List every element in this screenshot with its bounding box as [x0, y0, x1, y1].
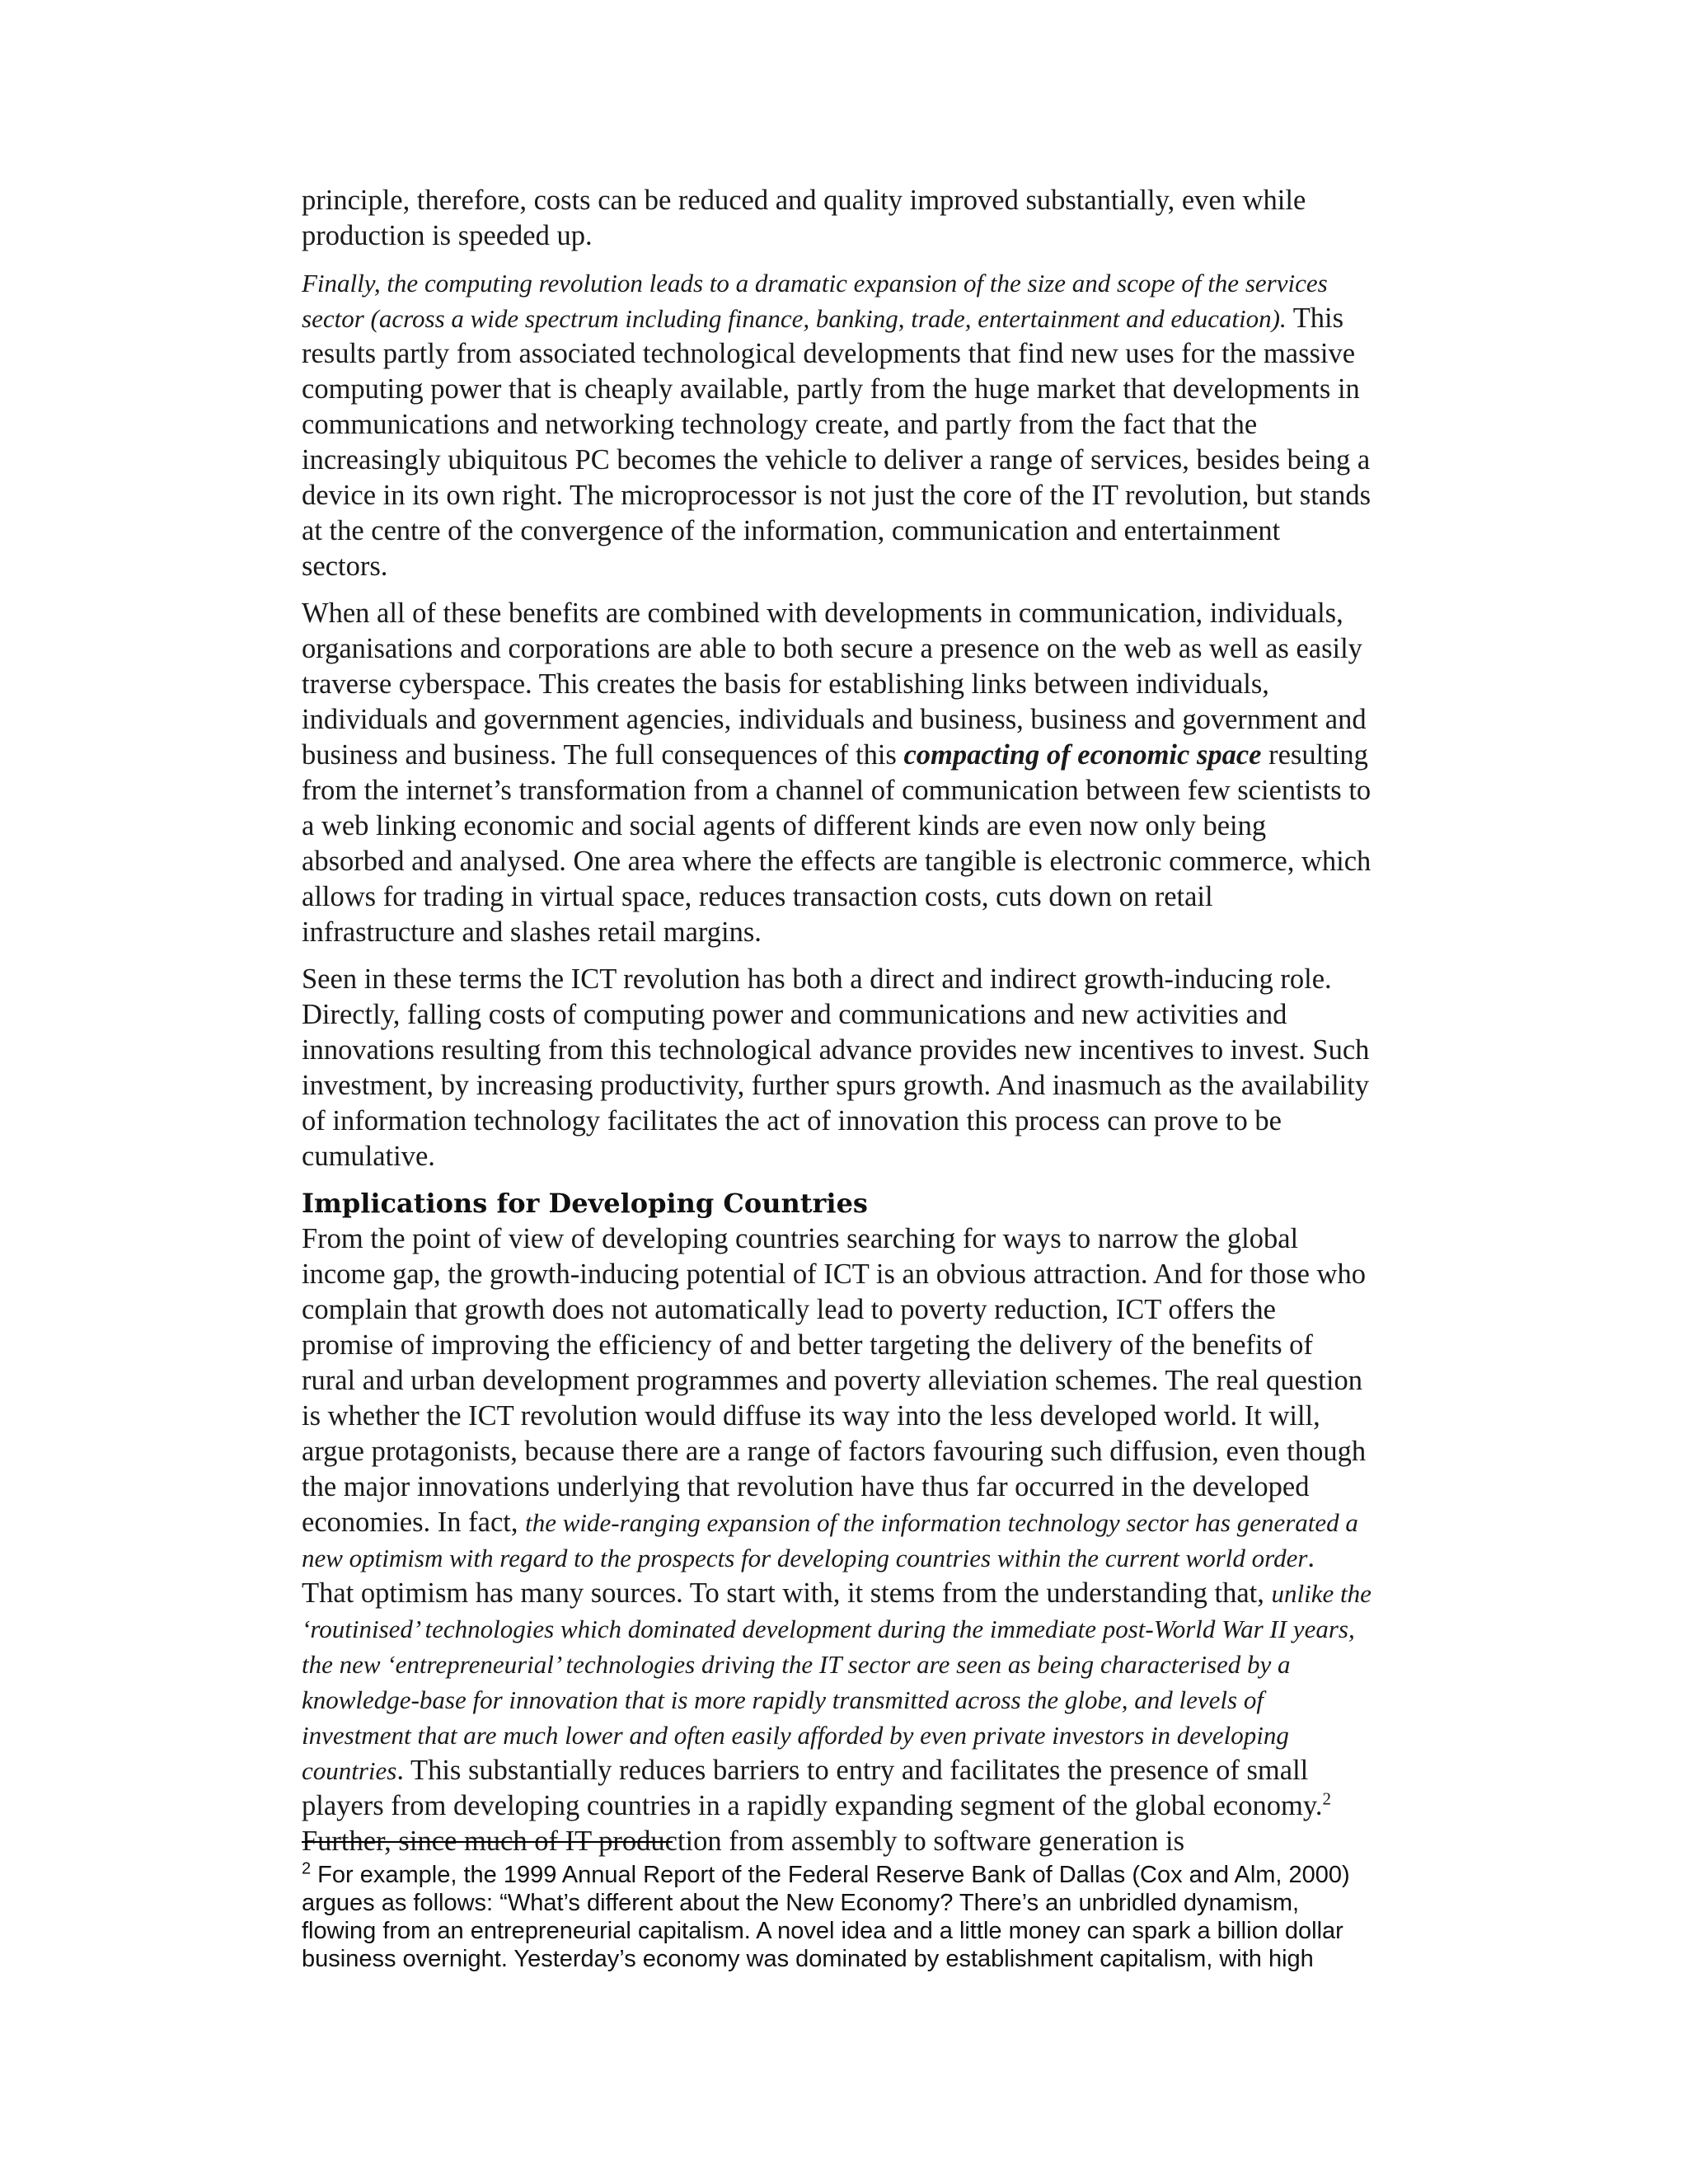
- body-text: [302, 183, 1373, 1871]
- footnote: [302, 1861, 1373, 1973]
- paragraph-text: This results partly from associated technological developments that find new uses for the massive computing power that is cheaply available, partly from the huge market that developments in communications and networking technology create, and partly from the fact that the increasingly ubiquitous PC becomes the vehicle to deliver a range of services, besides being a device in its own right. The microprocessor is not just the core of the IT revolution, but stands at the centre of the convergence of the information, communication and entertainment sectors.: [302, 302, 1372, 582]
- paragraph-text: principle, therefore, costs can be reduced and quality improved substantially, even while production is speeded up.: [302, 185, 1306, 251]
- footnote-marker: 2: [302, 1859, 312, 1878]
- italic-emphasis: the wide-ranging expansion of the information technology sector has generated a new optimism with regard to the prospects for developing countries within the current world order: [302, 1508, 1358, 1572]
- paragraph-text: . This substantially reduces barriers to entry and facilitates the presence of small players from developing countries in a rapidly expanding segment of the global economy.: [302, 1755, 1323, 1821]
- paragraph-text: When all of these benefits are combined with developments in communication, individuals, organisations and corporations are able to both secure a presence on the web as well as easily traverse cyberspace. This creates the basis for establishing links between individuals, individuals and government agencies, individuals and business, business and government and business and business. The full consequences of this: [302, 598, 1367, 771]
- paragraph-text: . That optimism has many sources. To start with, it stems from the understanding that,: [302, 1542, 1315, 1609]
- paragraph-text: resulting from the internet’s transformation from a channel of communication between few scientists to a web linking economic and social agents of different kinds are even now only being absorbed and analysed. One area where the effects are tangible is electronic commerce, which allows for trading in virtual space, reduces transaction costs, cuts down on retail infrastructure and slashes retail margins.: [302, 739, 1372, 948]
- italic-emphasis: unlike the ‘routinised’ technologies which dominated development during the immediate post-World War II years, the new ‘entrepreneurial’ technologies driving the IT sector are seen as being characterised by a knowledge-base for innovation that is more rapidly transmitted across the globe, and levels of investment that are much lower and often easily afforded by even private investors in developing countries: [302, 1579, 1372, 1785]
- footnote-text-block: [302, 1861, 1373, 1973]
- footnote-divider: [302, 1841, 673, 1843]
- section-heading: Implications for Developing Countries: [302, 1188, 868, 1219]
- paragraph-services-sector: [302, 265, 1373, 584]
- footnote-text: For example, the 1999 Annual Report of the Federal Reserve Bank of Dallas (Cox and Alm, 2000) argues as follows: “What’s different about the New Economy? There’s an unbridled dynamism, flowing from an entrepreneurial capitalism. A novel idea and a little money can spark a billion dollar business overnight. Yesterday’s economy was dominated by establishment capitalism, with high: [302, 1862, 1350, 1972]
- paragraph-developing-countries: [302, 1221, 1373, 1859]
- paragraph-text: Further, since much of IT production from assembly to software generation is: [302, 1825, 1185, 1857]
- paragraph-text: From the point of view of developing countries searching for ways to narrow the global income gap, the growth-inducing potential of ICT is an obvious attraction. And for those who complain that growth does not automatically lead to poverty reduction, ICT offers the promise of improving the efficiency of and better targeting the delivery of the benefits of rural and urban development programmes and poverty alleviation schemes. The real question is whether the ICT revolution would diffuse its way into the less developed world. It will, argue protagonists, because there are a range of factors favouring such diffusion, even though the major innovations underlying that revolution have thus far occurred in the developed economies. In fact,: [302, 1223, 1367, 1538]
- paragraph-economic-space: [302, 596, 1373, 950]
- footnote-reference[interactable]: 2: [1322, 1788, 1331, 1809]
- bold-italic-emphasis: compacting of economic space: [903, 739, 1262, 771]
- paragraph-principle: [302, 183, 1373, 254]
- italic-emphasis: Finally, the computing revolution leads to a dramatic expansion of the size and scope of the services sector (across a wide spectrum including finance, banking, trade, entertainment and education).: [302, 269, 1328, 333]
- paragraph-growth-role: [302, 962, 1373, 1174]
- paragraph-text: Seen in these terms the ICT revolution has both a direct and indirect growth-inducing role. Directly, falling costs of computing power and communications and new activities and innovations resulting from this technological advance provides new incentives to invest. Such investment, by increasing productivity, further spurs growth. And inasmuch as the availability of information technology facilitates the act of innovation this process can prove to be cumulative.: [302, 963, 1370, 1172]
